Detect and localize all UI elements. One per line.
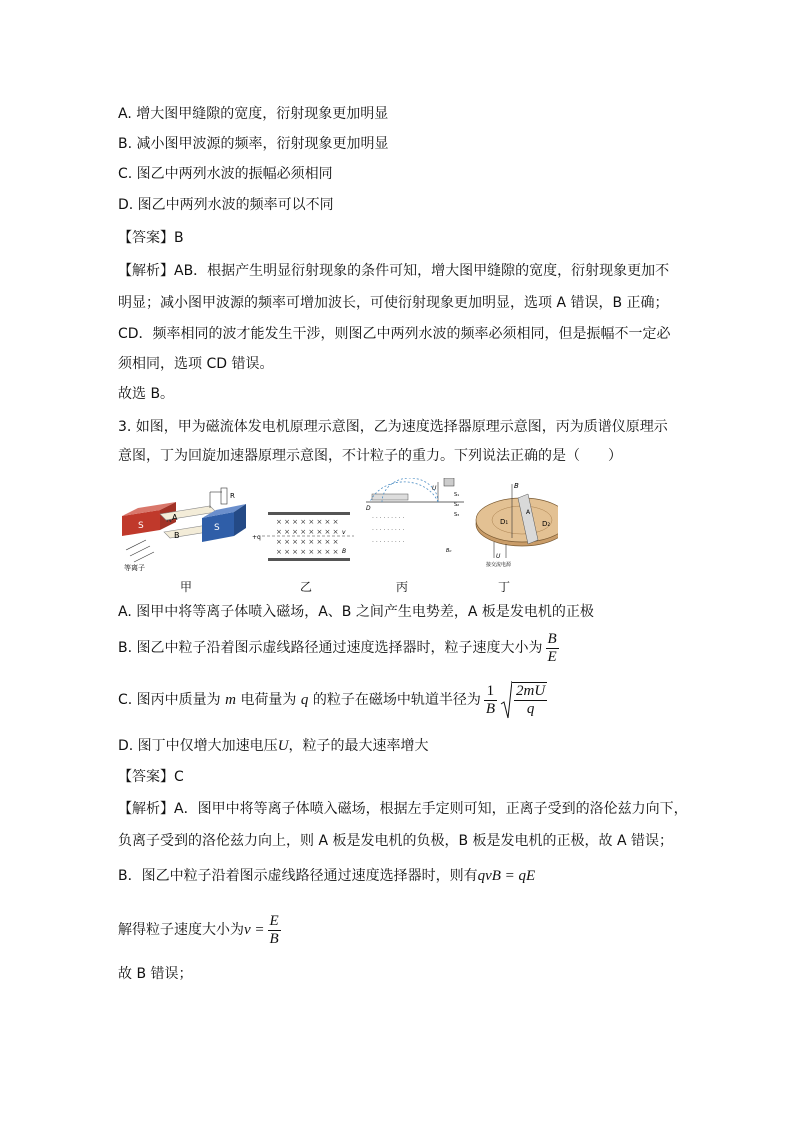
- figure-ding: [476, 482, 558, 568]
- var-q: q: [300, 692, 309, 708]
- label-v: v: [342, 529, 346, 536]
- b-field-row-1: × × × × × × × ×: [276, 518, 339, 526]
- label-ions: 等离子: [124, 564, 145, 572]
- var-v: v =: [244, 922, 265, 938]
- q3-option-b-fraction: [546, 631, 559, 666]
- label-q: +q: [252, 534, 261, 541]
- q3-analysis-line-2: 负离子受到的洛伦兹力向上，则 A 板是发电机的负极，B 板是发电机的正极，故 A 错误；: [118, 833, 674, 849]
- q2-option-a: A. 增大图甲缝隙的宽度，衍射现象更加明显: [118, 106, 389, 122]
- q3-option-c: [118, 680, 547, 720]
- sqrt-num: 2mU: [516, 683, 546, 699]
- q3-analysis-line-3: [118, 866, 535, 886]
- resistor-r: [221, 488, 227, 504]
- label-r: R: [230, 492, 235, 500]
- sqrt-fraction: [512, 682, 547, 718]
- q3-analysis-line-4-text: 解得粒子速度大小为: [118, 922, 244, 938]
- photo-plate: [372, 494, 408, 500]
- plate-bottom: [268, 558, 350, 561]
- figure-jia-svg: [118, 478, 558, 578]
- q3-analysis-line-5: 故 B 错误；: [118, 966, 193, 982]
- frac-num: 1: [484, 683, 497, 701]
- caption-yi: 乙: [300, 580, 313, 594]
- dot-row-1: · · · · · · · · ·: [372, 515, 405, 522]
- label-b0: B₀: [446, 548, 452, 554]
- q3-option-d: [118, 736, 429, 756]
- q3-option-d-text-1: D. 图丁中仅增大加速电压: [118, 738, 278, 754]
- label-b-field: B: [342, 548, 347, 555]
- q2-option-c: C. 图乙中两列水波的振幅必须相同: [118, 166, 333, 182]
- figure-jia: [122, 488, 246, 572]
- frac-den: B: [485, 700, 496, 717]
- ion-arrow-2: [130, 546, 150, 556]
- q3-option-b-text: B. 图乙中粒子沿着图示虚线路径通过速度选择器时，粒子速度大小为: [118, 640, 543, 656]
- ion-arrow-1: [126, 540, 146, 550]
- b-field-row-4: × × × × × × × ×: [276, 548, 339, 556]
- frac-num: B: [547, 630, 557, 647]
- figure-yi: [252, 512, 354, 561]
- label-s2: S: [214, 523, 220, 533]
- q2-option-b: B. 减小图甲波源的频率，衍射现象更加明显: [118, 136, 389, 152]
- label-s2: S₂: [454, 502, 460, 508]
- q2-analysis-line-1: 【解析】AB．根据产生明显衍射现象的条件可知，增大图甲缝隙的宽度，衍射现象更加不: [118, 263, 670, 279]
- frac-num: E: [269, 912, 279, 929]
- q3-option-c-text-1: C. 图丙中质量为: [118, 692, 221, 708]
- q3-option-d-text-2: ，粒子的最大速率增大: [288, 738, 429, 754]
- frac-den: E: [547, 648, 557, 665]
- ion-source: [444, 478, 454, 486]
- dot-row-2: · · · · · · · · ·: [372, 527, 405, 534]
- q3-answer: 【答案】C: [118, 769, 184, 785]
- b-field-row-3: × × × × × × × ×: [276, 538, 339, 546]
- q3-option-a: A. 图甲中将等离子体喷入磁场，A、B 之间产生电势差，A 板是发电机的正极: [118, 604, 594, 620]
- label-d: D: [366, 505, 371, 512]
- label-d2: D₂: [542, 520, 551, 528]
- label-a: A: [172, 513, 178, 522]
- v-fraction: [268, 913, 281, 948]
- q3-option-b: [118, 628, 562, 668]
- figure-bing: [366, 478, 464, 554]
- frac-den: B: [269, 930, 279, 947]
- var-m: m: [225, 692, 236, 708]
- dot-row-3: · · · · · · · · ·: [372, 539, 405, 546]
- q3-stem-line-1: 3. 如图，甲为磁流体发电机原理示意图，乙为速度选择器原理示意图，丙为质谱仪原理示: [118, 419, 668, 435]
- b-field-row-2: × × × × × × × ×: [276, 528, 339, 536]
- ion-arrow-3: [134, 552, 154, 562]
- label-d1: D₁: [500, 518, 509, 526]
- q3-figures: [118, 478, 558, 596]
- label-b: B: [514, 482, 519, 490]
- label-u: U: [432, 485, 437, 492]
- radical-sign: [500, 680, 512, 720]
- q3-option-c-fraction: [484, 683, 497, 718]
- q2-conclusion: 故选 B。: [118, 386, 175, 402]
- q3-option-c-text-3: 的粒子在磁场中轨道半径为: [312, 692, 481, 708]
- q3-analysis-line-4: [118, 910, 284, 950]
- label-s1: S: [138, 521, 144, 531]
- caption-bing: 丙: [396, 580, 409, 594]
- caption-ding: 丁: [498, 580, 511, 594]
- q3-option-c-sqrt: [500, 680, 547, 720]
- q2-answer: 【答案】B: [118, 230, 184, 246]
- label-b: B: [174, 531, 180, 540]
- var-u: U: [277, 738, 289, 754]
- label-s3: S₃: [454, 512, 460, 518]
- q2-analysis-line-4: 须相同，选项 CD 错误。: [118, 356, 274, 372]
- q3-stem-line-2: 意图，丁为回旋加速器原理示意图，不计粒子的重力。下列说法正确的是（ ）: [118, 448, 622, 464]
- q2-analysis-line-2: 明显；减小图甲波源的频率可增加波长，可使衍射现象更加明显，选项 A 错误，B 正确；: [118, 295, 669, 311]
- q3-analysis-line-1: 【解析】A．图甲中将等离子体喷入磁场，根据左手定则可知，正离子受到的洛伦兹力向下，: [118, 801, 688, 817]
- caption-jia: 甲: [180, 580, 193, 594]
- q3-option-c-text-2: 电荷量为: [240, 692, 297, 708]
- q3-analysis-line-3-text: B．图乙中粒子沿着图示虚线路径通过速度选择器时，则有: [118, 868, 478, 884]
- q2-option-d: D. 图乙中两列水波的频率可以不同: [118, 197, 334, 213]
- label-a: A: [526, 509, 531, 516]
- label-ac-source: 接交流电源: [486, 562, 512, 568]
- sqrt-den: q: [526, 701, 535, 717]
- label-u: U: [496, 553, 501, 560]
- equation-qvb: qvB = qE: [477, 868, 536, 884]
- plate-top: [268, 512, 350, 515]
- q2-analysis-line-3: CD．频率相同的波才能发生干涉，则图乙中两列水波的频率必须相同，但是振幅不一定必: [118, 326, 671, 342]
- label-s1: S₁: [454, 492, 460, 498]
